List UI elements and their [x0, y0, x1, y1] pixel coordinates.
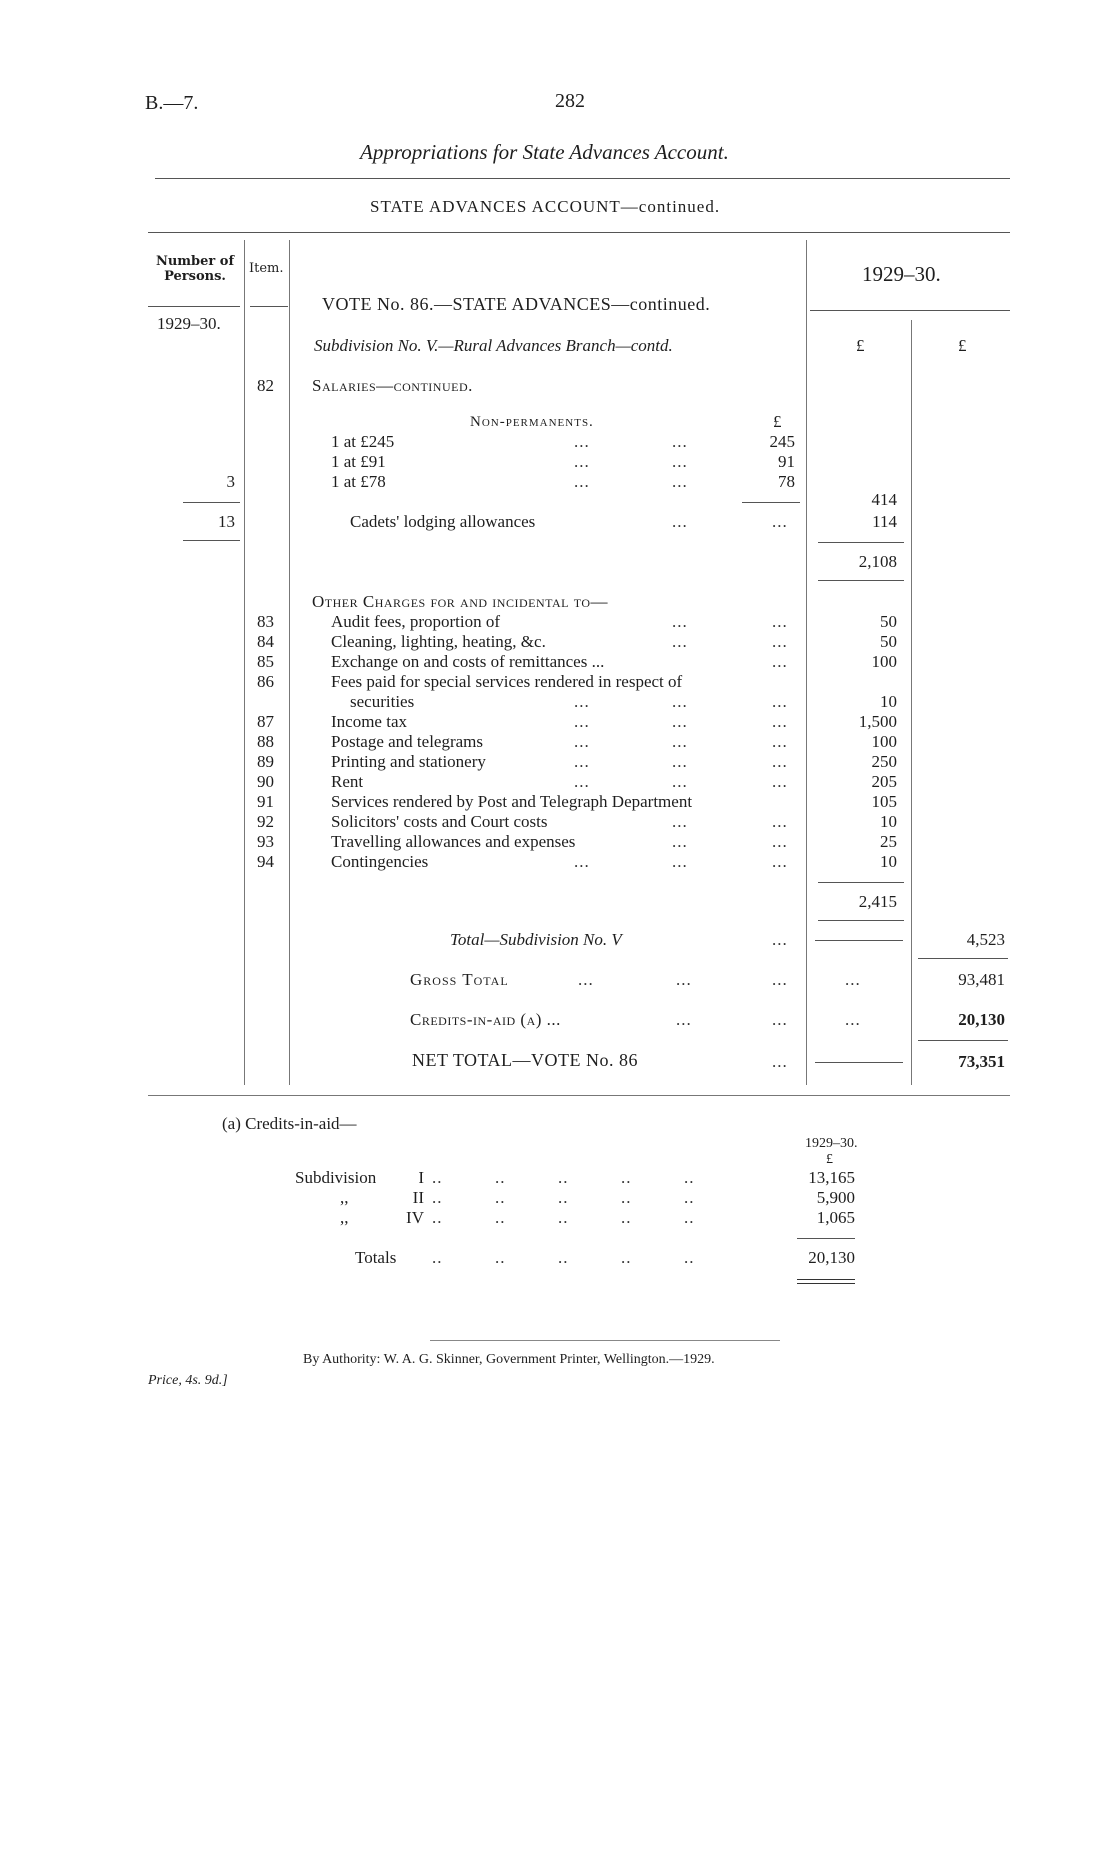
charge-item-number: 94: [257, 852, 274, 871]
charge-value: 250: [871, 752, 897, 771]
credits-rule: [918, 1040, 1008, 1041]
charge-value: 100: [871, 652, 897, 671]
charge-value: 205: [871, 772, 897, 791]
persons-column-header: Number of Persons.: [155, 254, 235, 284]
charge-value: 10: [880, 852, 897, 871]
vote-title: VOTE No. 86.—STATE ADVANCES—continued.: [322, 294, 711, 314]
non-perm-subtotal-rule: [742, 502, 800, 503]
dot-leader: ...: [672, 432, 688, 451]
footnote-year: 1929–30.: [805, 1136, 858, 1151]
dot-leader: ...: [574, 852, 590, 871]
charge-label: Solicitors' costs and Court costs: [331, 812, 548, 831]
dot-leader: ...: [574, 452, 590, 471]
cadets-allowance-value: 114: [872, 512, 897, 531]
dot-leader: ...: [672, 812, 688, 831]
document-ref: B.—7.: [145, 92, 199, 114]
salary-row-value: 245: [769, 432, 795, 451]
dot-leader: ...: [772, 732, 788, 751]
subdivision-total-value: 4,523: [966, 930, 1005, 949]
subdivision-total-rule: [918, 958, 1008, 959]
imprint-authority: By Authority: W. A. G. Skinner, Government Printer, Wellington.—1929.: [303, 1352, 715, 1367]
dot-leader: ...: [574, 752, 590, 771]
persons-item-divider: [244, 240, 245, 1085]
item-desc-divider: [289, 240, 290, 1085]
dot-leader: ...: [772, 632, 788, 651]
persons-bottom-rule: [183, 540, 240, 541]
non-perm-persons-count: 3: [226, 472, 235, 491]
footnote-totals-value: 20,130: [808, 1248, 855, 1267]
dot-leader: ...: [772, 512, 788, 531]
charge-value: 50: [880, 632, 897, 651]
charge-value: 100: [871, 732, 897, 751]
dot-leader: ...: [672, 452, 688, 471]
charge-label: Exchange on and costs of remittances ...: [331, 652, 605, 671]
dot-leader: ...: [772, 652, 788, 671]
dot-leader: ...: [672, 512, 688, 531]
dot-leader: ...: [672, 712, 688, 731]
charge-label: Rent: [331, 772, 364, 791]
charge-item-number: 92: [257, 812, 274, 831]
dot-leader: .. .. .. .. ..: [432, 1188, 695, 1207]
dot-leader: ...: [772, 612, 788, 631]
page-subtitle: Appropriations for State Advances Account.: [360, 140, 729, 164]
charge-label-continued: securities: [350, 692, 415, 711]
charge-value: 25: [880, 832, 897, 851]
footnote-row-label: ,,: [340, 1208, 349, 1227]
salaries-total-rule: [818, 542, 904, 543]
charge-label: Income tax: [331, 712, 407, 731]
charge-label: Travelling allowances and expenses: [331, 832, 576, 851]
dot-leader: ...: [772, 1052, 788, 1071]
table-bottom-rule: [148, 1095, 1010, 1096]
price-note: Price, 4s. 9d.]: [148, 1373, 228, 1388]
persons-header-rule: [148, 306, 240, 307]
charge-item-number: 83: [257, 612, 274, 631]
other-charges-heading: Other Charges for and incidental to—: [312, 592, 609, 611]
footnote-row-value: 13,165: [808, 1168, 855, 1187]
charge-label: Contingencies: [331, 852, 429, 871]
dot-leader: ...: [672, 832, 688, 851]
charge-label: Services rendered by Post and Telegraph Department: [331, 792, 693, 811]
dot-leader: ...: [672, 632, 688, 651]
charge-value: 10: [880, 812, 897, 831]
dot-leader: ...: [676, 970, 692, 989]
other-charges-underline: [818, 920, 904, 921]
dot-leader: ...: [574, 432, 590, 451]
other-charges-total-rule: [818, 882, 904, 883]
dot-leader: ...: [578, 970, 594, 989]
salaries-heading: Salaries—continued.: [312, 376, 473, 395]
dot-leader: ...: [845, 970, 861, 989]
item-column-header: Item.: [249, 261, 284, 276]
dot-leader: ...: [772, 752, 788, 771]
other-charges-total: 2,415: [858, 892, 897, 911]
salaries-item-number: 82: [257, 376, 274, 395]
dot-leader: ...: [672, 732, 688, 751]
dot-leader: ...: [772, 712, 788, 731]
header-rule: [155, 178, 1010, 179]
charge-value: 50: [880, 612, 897, 631]
gross-total-value: 93,481: [958, 970, 1005, 989]
dot-leader: ...: [672, 772, 688, 791]
dot-leader: ...: [772, 970, 788, 989]
dot-leader: ...: [672, 692, 688, 711]
salaries-total: 2,108: [858, 552, 897, 571]
dot-leader: ...: [574, 732, 590, 751]
amount-pound-sign: £: [856, 336, 865, 355]
non-perm-pound-sign: £: [773, 412, 782, 431]
amount-total-divider: [911, 320, 912, 1085]
dot-leader: ...: [574, 772, 590, 791]
table-top-rule: [148, 232, 1010, 233]
footnote-row-label: Subdivision: [295, 1168, 377, 1187]
footnote-row-number: IV: [406, 1208, 424, 1227]
dot-leader: ...: [574, 472, 590, 491]
charge-item-number: 90: [257, 772, 274, 791]
dot-leader: ...: [574, 692, 590, 711]
subdivision-total-dash: [815, 940, 903, 941]
charge-value: 10: [880, 692, 897, 711]
dot-leader: ...: [772, 1010, 788, 1029]
charge-label: Fees paid for special services rendered in respect of: [331, 672, 683, 691]
footnote-totals-rule: [797, 1238, 855, 1239]
charge-item-number: 88: [257, 732, 274, 751]
persons-total: 13: [218, 512, 235, 531]
dot-leader: ...: [772, 692, 788, 711]
salaries-total-underline: [818, 580, 904, 581]
charge-label: Printing and stationery: [331, 752, 486, 771]
subdivision-total-label: Total—Subdivision No. V: [450, 930, 622, 949]
footnote-totals-label: Totals: [355, 1248, 397, 1267]
dot-leader: ...: [574, 712, 590, 731]
salary-row-value: 91: [778, 452, 795, 471]
credits-in-aid-value: 20,130: [958, 1010, 1005, 1029]
gross-total-label: Gross Total: [410, 970, 509, 989]
non-perm-subtotal: 414: [871, 490, 897, 509]
salary-row-label: 1 at £245: [331, 432, 395, 451]
dot-leader: ...: [672, 612, 688, 631]
charge-item-number: 84: [257, 632, 274, 651]
salary-row-label: 1 at £78: [331, 472, 386, 491]
charge-item-number: 93: [257, 832, 274, 851]
charge-label: Audit fees, proportion of: [331, 612, 501, 631]
imprint-rule: [430, 1340, 780, 1341]
dot-leader: ...: [772, 930, 788, 949]
subdivision-title: Subdivision No. V.—Rural Advances Branch—contd.: [314, 336, 673, 355]
non-permanents-heading: Non-permanents.: [470, 414, 594, 430]
footnote-row-number: II: [412, 1188, 424, 1207]
persons-year-label: 1929–30.: [157, 314, 221, 333]
dot-leader: ...: [672, 752, 688, 771]
dot-leader: ...: [772, 832, 788, 851]
footnote-pound-sign: £: [826, 1152, 833, 1167]
dot-leader: ...: [772, 812, 788, 831]
total-pound-sign: £: [958, 336, 967, 355]
salary-row-value: 78: [778, 472, 795, 491]
net-total-label: NET TOTAL—VOTE No. 86: [412, 1050, 639, 1070]
salary-row-label: 1 at £91: [331, 452, 386, 471]
charge-item-number: 86: [257, 672, 274, 691]
charge-label: Cleaning, lighting, heating, &c.: [331, 632, 546, 651]
cadets-allowance-label: Cadets' lodging allowances: [350, 512, 536, 531]
persons-subtotal-rule: [183, 502, 240, 503]
footnote-row-value: 1,065: [816, 1208, 855, 1227]
charge-value: 105: [871, 792, 897, 811]
dot-leader: ...: [672, 472, 688, 491]
footnote-row-number: I: [418, 1168, 424, 1187]
footnote-heading: (a) Credits-in-aid—: [222, 1114, 357, 1133]
desc-amount-divider: [806, 240, 807, 1085]
dot-leader: ...: [672, 852, 688, 871]
charge-value: 1,500: [858, 712, 897, 731]
footnote-double-rule: [797, 1279, 855, 1284]
dot-leader: .. .. .. .. ..: [432, 1168, 695, 1187]
footnote-row-label: ,,: [340, 1188, 349, 1207]
dot-leader: ...: [845, 1010, 861, 1029]
charge-item-number: 91: [257, 792, 274, 811]
dot-leader: .. .. .. .. ..: [432, 1208, 695, 1227]
page-number: 282: [555, 90, 585, 112]
dot-leader: ...: [772, 852, 788, 871]
charge-item-number: 89: [257, 752, 274, 771]
year-header-rule: [810, 310, 1010, 311]
net-total-dash: [815, 1062, 903, 1063]
account-title: STATE ADVANCES ACCOUNT—continued.: [370, 197, 721, 216]
net-total-value: 73,351: [958, 1052, 1005, 1071]
credits-in-aid-label: Credits-in-aid (a) ...: [410, 1010, 561, 1029]
item-header-rule: [250, 306, 288, 307]
charge-item-number: 87: [257, 712, 274, 731]
dot-leader: .. .. .. .. ..: [432, 1248, 695, 1267]
year-column-header: 1929–30.: [862, 262, 941, 286]
charge-item-number: 85: [257, 652, 274, 671]
dot-leader: ...: [676, 1010, 692, 1029]
footnote-row-value: 5,900: [816, 1188, 855, 1207]
charge-label: Postage and telegrams: [331, 732, 484, 751]
dot-leader: ...: [772, 772, 788, 791]
